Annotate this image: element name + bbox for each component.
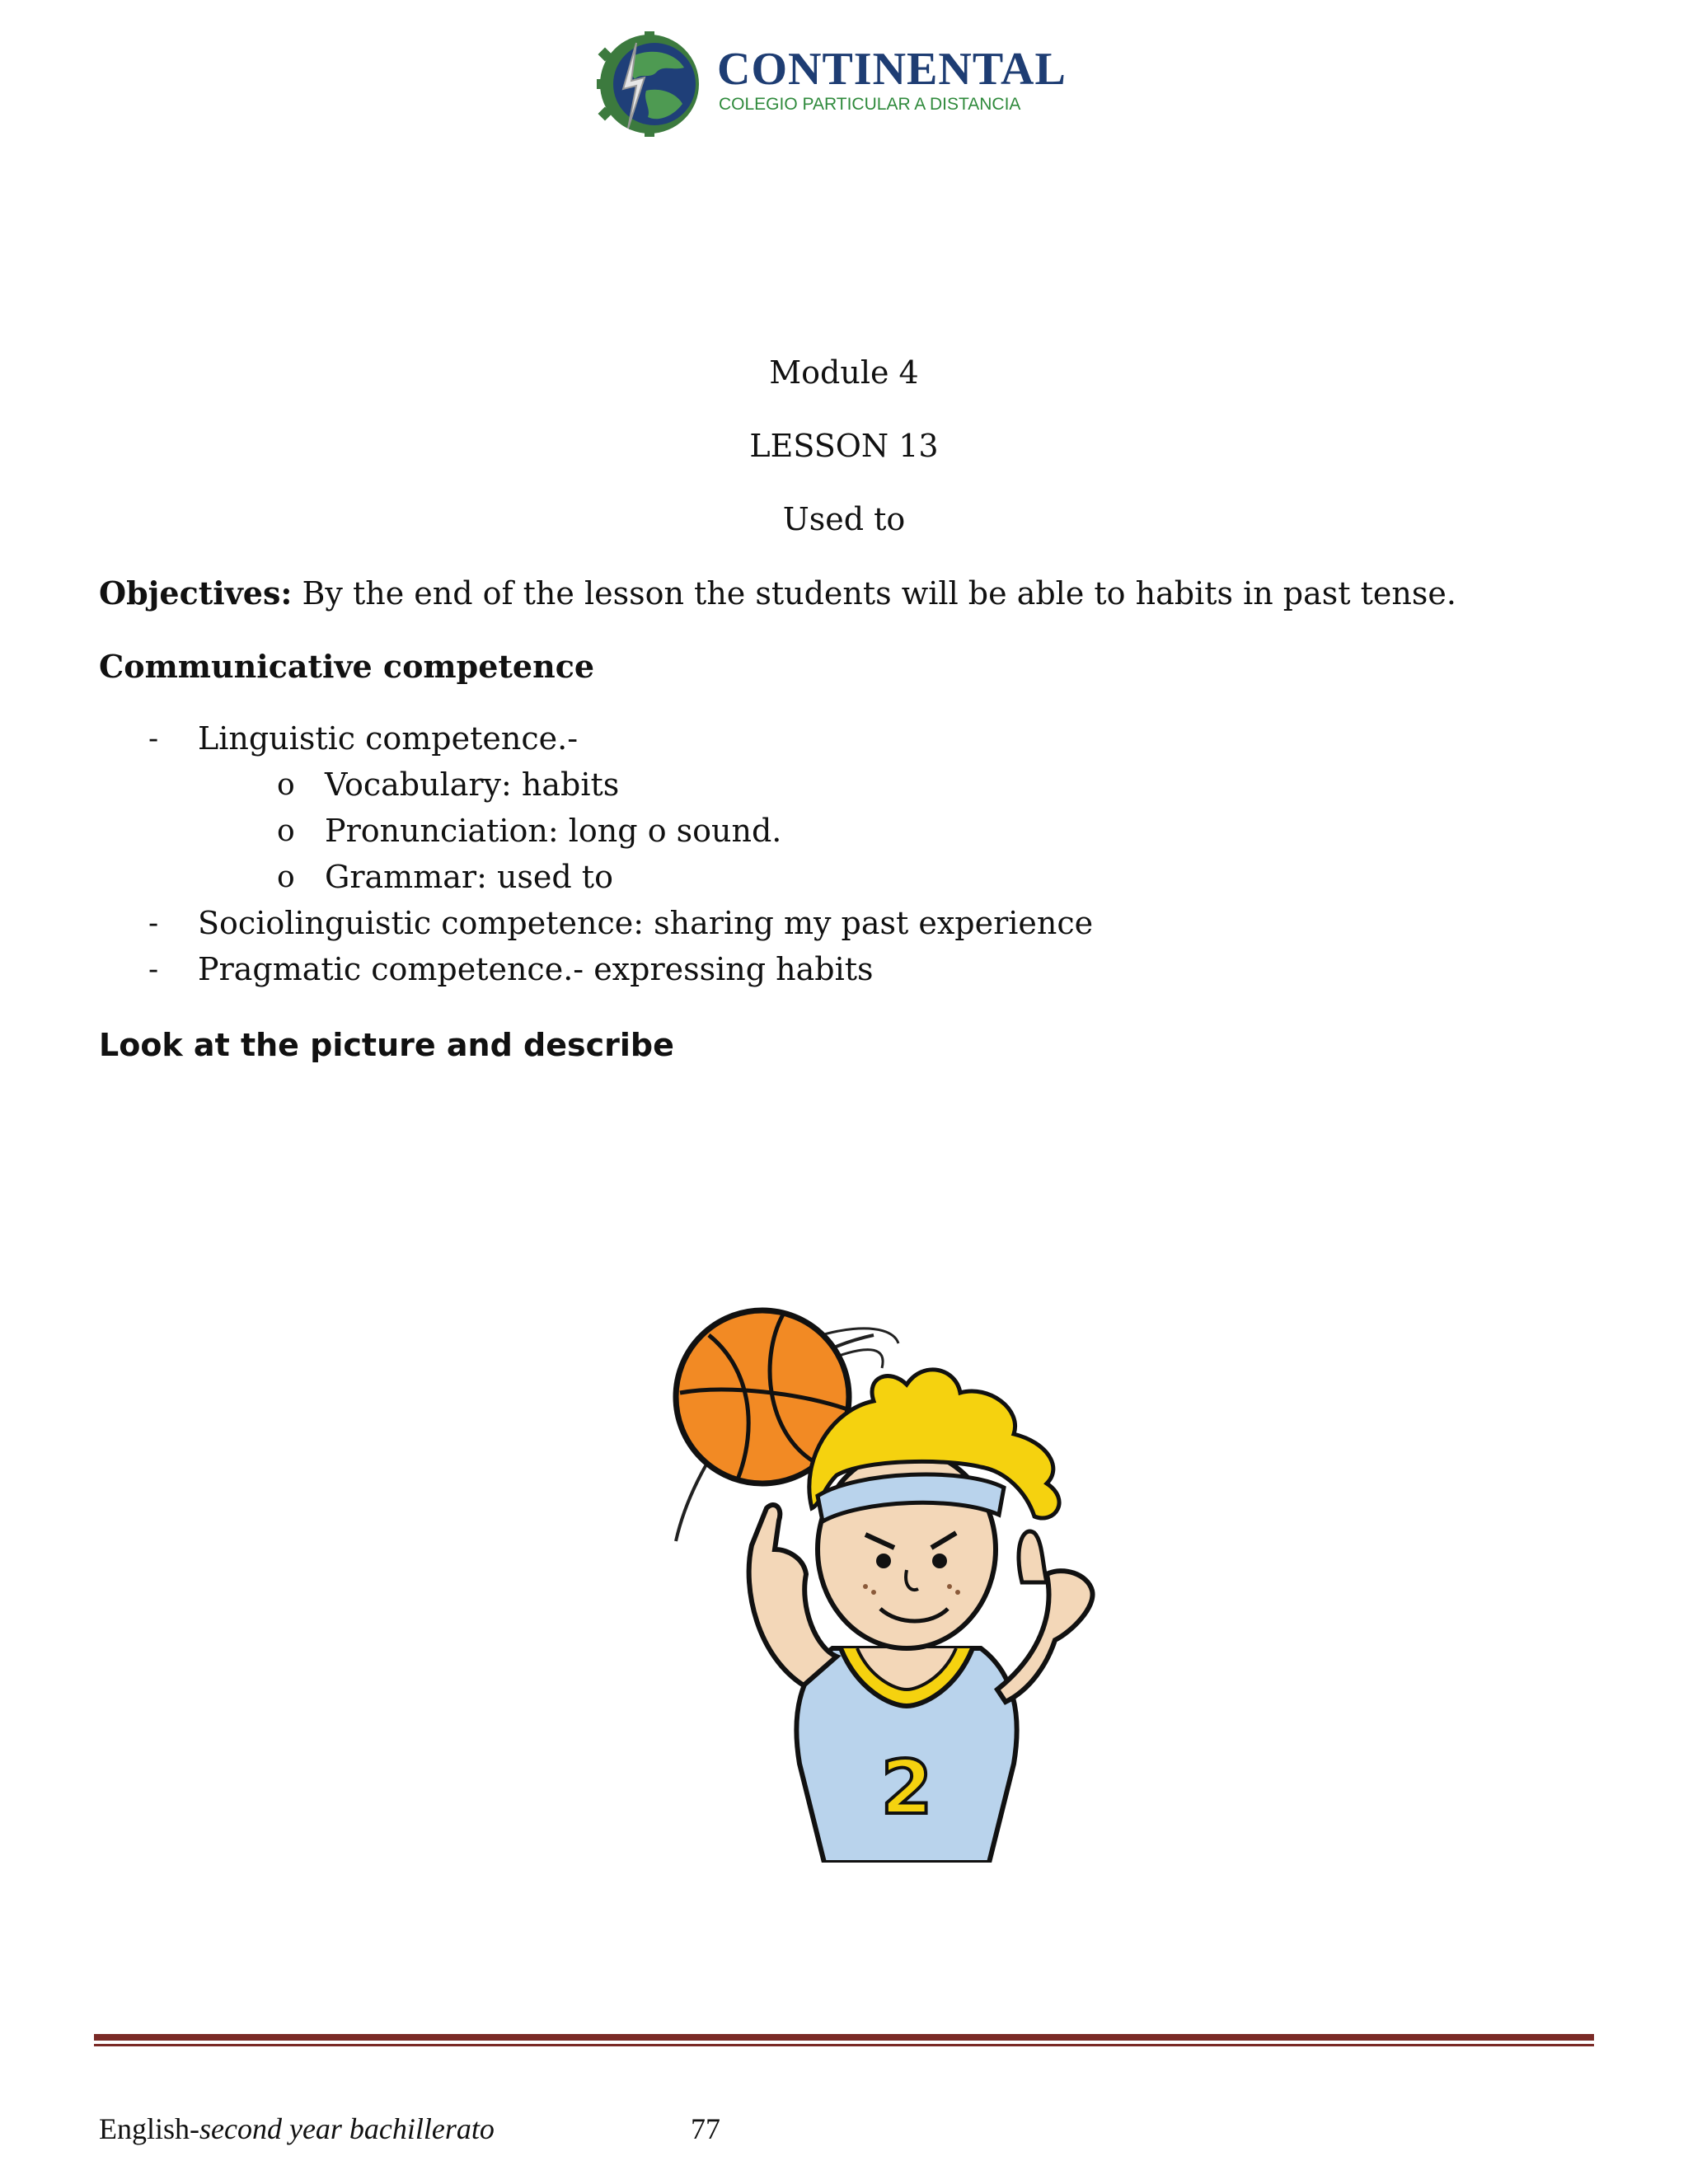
pronunciation-item: Pronunciation: long o sound. — [325, 813, 782, 849]
vocabulary-item: Vocabulary: habits — [325, 766, 620, 803]
footer-course — [99, 2111, 495, 2146]
objectives-text: By the end of the lesson the students will be able to habits in past tense. — [292, 575, 1456, 612]
bullet-circle: o — [277, 814, 295, 848]
logo-subtitle: COLEGIO PARTICULAR A DISTANCIA — [719, 95, 1021, 114]
bullet-dash: - — [148, 953, 159, 987]
bullet-dash: - — [148, 907, 159, 940]
objectives-paragraph — [99, 574, 1456, 612]
module-title: Module 4 — [769, 354, 919, 391]
objectives-label: Objectives: — [99, 574, 293, 612]
pragmatic-competence: Pragmatic competence.- expressing habits — [198, 951, 874, 987]
bullet-dash: - — [148, 722, 159, 756]
bullet-circle: o — [277, 768, 295, 802]
lesson-title: LESSON 13 — [749, 428, 939, 464]
globe-gear-icon — [584, 31, 715, 137]
school-logo — [584, 31, 1067, 137]
bullet-circle: o — [277, 860, 295, 894]
topic-title: Used to — [782, 501, 906, 537]
footer-rule — [94, 2034, 1594, 2041]
sociolinguistic-competence: Sociolinguistic competence: sharing my past experience — [198, 905, 1094, 941]
activity-instruction: Look at the picture and describe — [99, 1027, 674, 1063]
footer-subject: English- — [99, 2112, 199, 2145]
jersey-number: 2 — [880, 1745, 933, 1831]
grammar-item: Grammar: used to — [325, 859, 613, 895]
footer-course-name: second year bachillerato — [199, 2112, 495, 2145]
footer-rule-thin — [94, 2044, 1594, 2046]
logo-name: CONTINENTAL — [717, 44, 1067, 95]
competence-heading: Communicative competence — [99, 648, 595, 685]
basketball-boy-illustration — [659, 1302, 1121, 1863]
linguistic-competence: Linguistic competence.- — [198, 720, 579, 757]
page-number: 77 — [691, 2112, 720, 2145]
